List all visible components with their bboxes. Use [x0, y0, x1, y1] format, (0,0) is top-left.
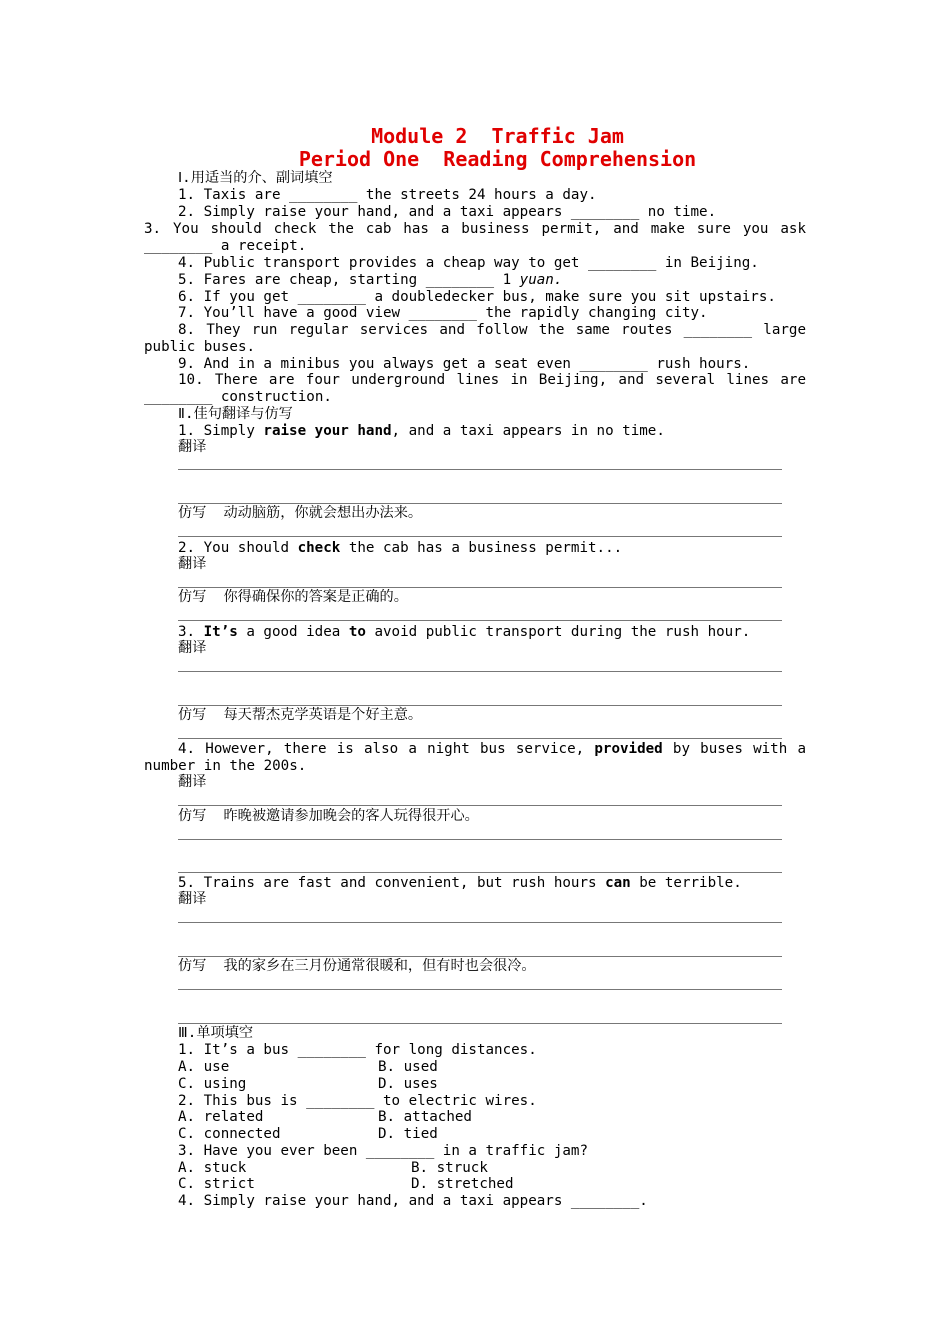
s1-item-5-text: 5. Fares are cheap, starting ________ 1: [178, 272, 512, 288]
imitate-label: 仿写: [178, 505, 207, 521]
s2-q2-imitate: [178, 589, 408, 606]
s1-item-10: 10. There are four underground lines in Beijing, and several lines are: [178, 372, 806, 388]
answer-line: [178, 705, 782, 706]
module-title: Module 2 Traffic Jam: [371, 124, 624, 148]
s3-q3-stem: 3. Have you ever been ________ in a traffic jam?: [178, 1143, 588, 1159]
imitate-label: 仿写: [178, 589, 207, 605]
s2-q5-pre: 5. Trains are fast and convenient, but rush hours: [178, 875, 606, 891]
imitate-label: 仿写: [178, 707, 207, 723]
s2-q1-translate-label: 翻译: [178, 439, 207, 455]
s1-item-6: 6. If you get ________ a doubledecker bus, make sure you sit upstairs.: [178, 289, 776, 305]
section2-heading: Ⅱ.佳句翻译与仿写: [178, 406, 293, 422]
s3-q1-option-a: A. use: [178, 1059, 230, 1075]
s2-q3-key1: It’s: [203, 624, 238, 640]
s2-q2-translate-label: 翻译: [178, 556, 207, 572]
s1-item-5: [178, 272, 562, 289]
section1-heading: Ⅰ.用适当的介、副词填空: [178, 170, 333, 186]
s2-q4-post: by buses with a: [662, 741, 806, 757]
s1-item-4: 4. Public transport provides a cheap way to get ________ in Beijing.: [178, 255, 759, 271]
s1-item-7: 7. You’ll have a good view ________ the rapidly changing city.: [178, 305, 708, 321]
s3-q2-stem: 2. This bus is ________ to electric wires.: [178, 1093, 537, 1109]
s2-q3-num: 3.: [178, 624, 204, 640]
answer-line: [178, 922, 782, 923]
s3-q2-option-a: A. related: [178, 1109, 264, 1125]
s2-q1-pre: 1. Simply: [178, 423, 264, 439]
s2-q2-key: check: [297, 540, 341, 556]
answer-line: [178, 956, 782, 957]
answer-line: [178, 989, 782, 990]
answer-line: [178, 620, 782, 621]
s2-q5-imitate: [178, 958, 536, 975]
s3-q2-option-d: D. tied: [378, 1126, 438, 1142]
s3-q1-option-c: C. using: [178, 1076, 247, 1092]
s3-q4-stem: 4. Simply raise your hand, and a taxi appears ________.: [178, 1193, 648, 1209]
s1-item-3-cont: ________ a receipt.: [144, 238, 307, 254]
s2-q1-imitate-text: 动动脑筋，你就会想出办法来。: [223, 505, 423, 521]
answer-line: [178, 805, 782, 806]
s2-q4-pre: 4. However, there is also a night bus service,: [178, 741, 595, 757]
s2-q4-sentence: [178, 741, 806, 758]
s2-q4-sentence-cont: number in the 200s.: [144, 758, 307, 774]
s2-q5-sentence: [178, 875, 742, 892]
answer-line: [178, 587, 782, 588]
s2-q3-imitate: [178, 707, 422, 724]
answer-line: [178, 872, 782, 873]
s2-q4-imitate: [178, 808, 479, 825]
s1-item-8: 8. They run regular services and follow the same routes ________ large: [178, 322, 806, 338]
s2-q3-mid: a good idea: [237, 624, 349, 640]
s1-item-1: 1. Taxis are ________ the streets 24 hours a day.: [178, 187, 597, 203]
s3-q3-option-c: C. strict: [178, 1176, 255, 1192]
s1-item-10-cont: ________ construction.: [144, 389, 332, 405]
s2-q3-translate-label: 翻译: [178, 640, 207, 656]
s2-q4-translate-label: 翻译: [178, 774, 207, 790]
s2-q2-sentence: [178, 540, 622, 557]
s3-q2-option-b: B. attached: [378, 1109, 472, 1125]
s2-q4-imitate-text: 昨晚被邀请参加晚会的客人玩得很开心。: [223, 808, 479, 824]
s1-item-2: 2. Simply raise your hand, and a taxi appears ________ no time.: [178, 204, 717, 220]
s2-q2-imitate-text: 你得确保你的答案是正确的。: [223, 589, 408, 605]
s3-q1-stem: 1. It’s a bus ________ for long distances.: [178, 1042, 537, 1058]
s2-q5-post: be terrible.: [630, 875, 742, 891]
s2-q3-key2: to: [348, 624, 366, 640]
s1-item-5-yuan: yuan.: [519, 272, 563, 288]
s2-q1-key: raise your hand: [263, 423, 392, 439]
s3-q1-option-b: B. used: [378, 1059, 438, 1075]
answer-line: [178, 671, 782, 672]
answer-line: [178, 503, 782, 504]
section3-heading: Ⅲ.单项填空: [178, 1025, 254, 1041]
s1-item-8-cont: public buses.: [144, 339, 256, 355]
s2-q1-imitate: [178, 505, 422, 522]
s2-q1-sentence: [178, 423, 665, 440]
answer-line: [178, 1023, 782, 1024]
answer-line: [178, 469, 782, 470]
s3-q2-option-c: C. connected: [178, 1126, 281, 1142]
s3-q3-option-a: A. stuck: [178, 1160, 247, 1176]
s2-q3-imitate-text: 每天帮杰克学英语是个好主意。: [223, 707, 423, 723]
answer-line: [178, 536, 782, 537]
s2-q5-key: can: [605, 875, 631, 891]
s2-q4-key: provided: [594, 741, 663, 757]
s2-q2-post: the cab has a business permit...: [340, 540, 623, 556]
s2-q5-imitate-text: 我的家乡在三月份通常很暖和，但有时也会很冷。: [223, 958, 536, 974]
imitate-label: 仿写: [178, 958, 207, 974]
s1-item-9: 9. And in a minibus you always get a seat even ________ rush hours.: [178, 356, 751, 372]
answer-line: [178, 738, 782, 739]
period-title: Period One Reading Comprehension: [298, 147, 697, 171]
s2-q3-post: avoid public transport during the rush hour.: [365, 624, 751, 640]
s2-q3-sentence: [178, 624, 750, 641]
s1-item-3: 3. You should check the cab has a business permit, and make sure you ask: [144, 221, 806, 237]
s3-q3-option-b: B. struck: [411, 1160, 488, 1176]
answer-line: [178, 839, 782, 840]
s3-q1-option-d: D. uses: [378, 1076, 438, 1092]
s3-q3-option-d: D. stretched: [411, 1176, 514, 1192]
imitate-label: 仿写: [178, 808, 207, 824]
s2-q5-translate-label: 翻译: [178, 891, 207, 907]
s2-q1-post: , and a taxi appears in no time.: [391, 423, 665, 439]
s2-q2-pre: 2. You should: [178, 540, 298, 556]
